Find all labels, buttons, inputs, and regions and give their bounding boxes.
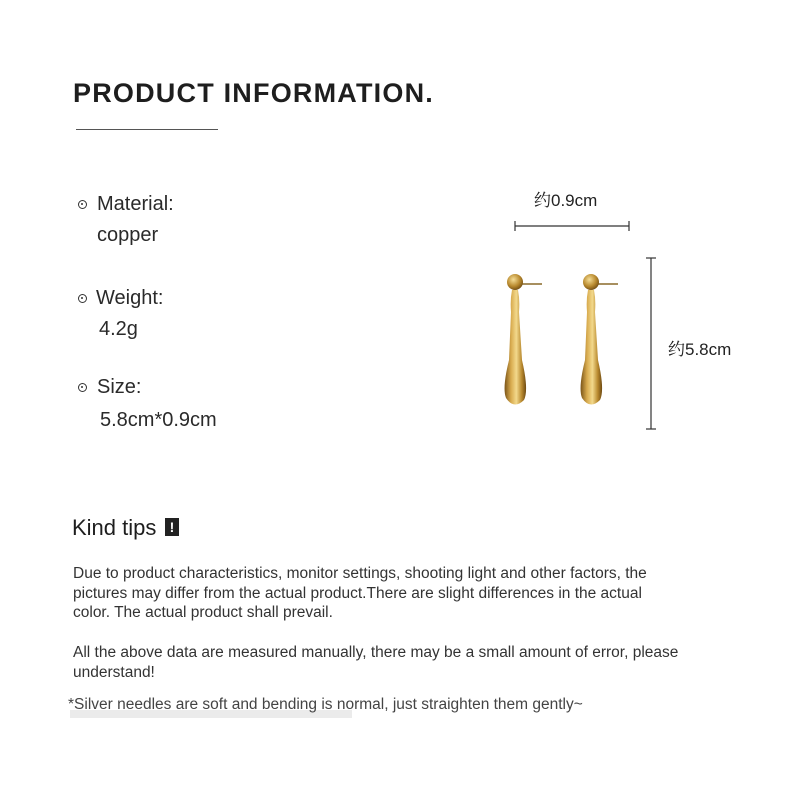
spec-size-label: Size: [97, 376, 142, 398]
tips-line: pictures may differ from the actual product.There are slight differences in the actual [73, 584, 642, 602]
spec-material-value: copper [97, 224, 159, 246]
height-dimension-label: 约5.8cm [668, 340, 732, 359]
bullet-icon [78, 383, 87, 392]
spec-weight-label: Weight: [96, 287, 164, 309]
kind-tips-title: Kind tips [72, 515, 157, 540]
height-dimension-line [646, 258, 656, 429]
product-image [490, 210, 670, 440]
spec-weight-value: 4.2g [99, 318, 138, 340]
earring-left [505, 274, 542, 405]
page-title: PRODUCT INFORMATION. [73, 78, 434, 108]
width-dimension-line [515, 221, 629, 231]
bullet-icon [78, 294, 87, 303]
spec-size-value: 5.8cm*0.9cm [100, 409, 217, 431]
tips-note: *Silver needles are soft and bending is normal, just straighten them gently~ [68, 696, 583, 713]
tips-line: Due to product characteristics, monitor settings, shooting light and other factors, the [73, 565, 647, 582]
alert-icon: ! [165, 518, 179, 536]
tips-line: understand! [73, 663, 155, 681]
spec-material-label: Material: [97, 193, 174, 215]
tips-paragraph-1 [73, 564, 713, 623]
width-dimension-label: 约0.9cm [534, 191, 598, 210]
tips-paragraph-2 [73, 643, 713, 682]
tips-line: All the above data are measured manually, there may be a small amount of error, please [73, 644, 679, 661]
earring-right [581, 274, 618, 405]
title-divider [76, 129, 218, 130]
tips-line: color. The actual product shall prevail. [73, 604, 333, 621]
bullet-icon [78, 200, 87, 209]
